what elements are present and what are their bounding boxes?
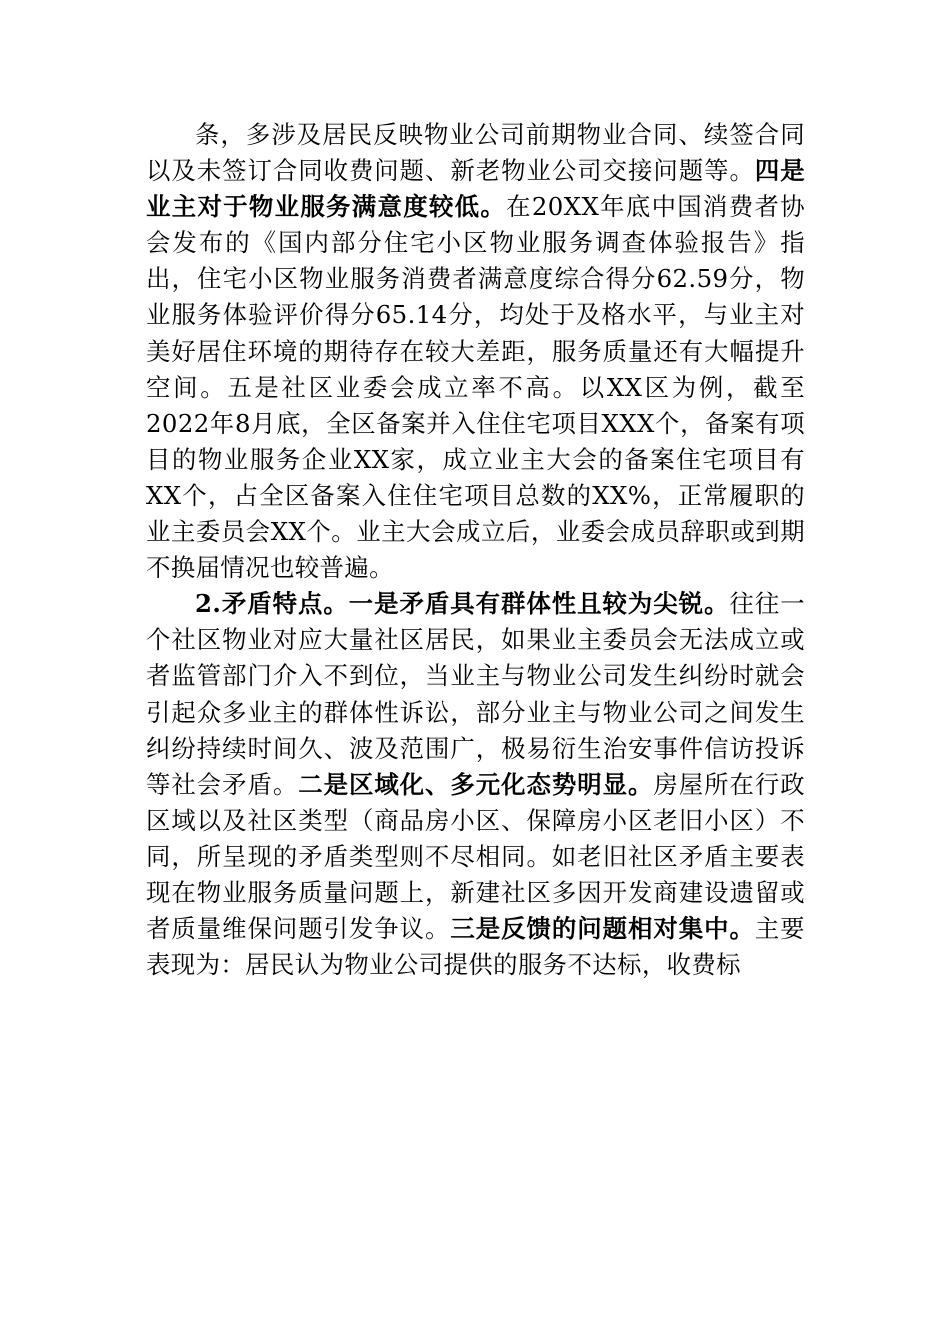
text-run: 往往一个社区物业对应大量社区居民，如果业主委员会无法成立或者监管部门介入不到位，当业主与物业公司发生纠纷时就会引起众多业主的群体性诉讼，部分业主与物业公司之间发生纠纷持续时间久、波及范围广，极易衍生治安事件信访投诉等社会矛盾。 xyxy=(146,589,806,799)
document-page xyxy=(146,117,805,983)
paragraph-conflict-features xyxy=(146,586,805,983)
heading-run: 三是反馈的问题相对集中。 xyxy=(450,914,755,944)
heading-run: 2.矛盾特点。一是矛盾具有群体性且较为尖锐。 xyxy=(195,589,730,619)
text-run: 主要表现为：居民认为物业公司提供的服务不达标，收费标 xyxy=(146,914,805,980)
heading-run: 二是区域化、多元化态势明显。 xyxy=(298,769,654,799)
heading-run: 四是业主对于物业服务满意度较低。 xyxy=(146,156,805,222)
text-run: 条，多涉及居民反映物业公司前期物业合同、续签合同以及未签订合同收费问题、新老物业公司交接问题等。 xyxy=(146,120,805,186)
text-run: 房屋所在行政区域以及社区类型（商品房小区、保障房小区老旧小区）不同，所呈现的矛盾类型则不尽相同。如老旧社区矛盾主要表现在物业服务质量问题上，新建社区多因开发商建设遗留或者质量维保问题引发争议。 xyxy=(146,769,806,944)
paragraph-property-issues xyxy=(146,117,805,586)
text-run: 在20XX年底中国消费者协会发布的《国内部分住宅小区物业服务调查体验报告》指出，住宅小区物业服务消费者满意度综合得分62.59分，物业服务体验评价得分65.14分，均处于及格水平，与业主对美好居住环境的期待存在较大差距，服务质量还有大幅提升空间。五是社区业委会成立率不高。以XX区为例，截至2022年8月底，全区备案并入住住宅项目XXX个，备案有项目的物业服务企业XX家，成立业主大会的备案住宅项目有XX个，占全区备案入住住宅项目总数的XX%，正常履职的业主委员会XX个。业主大会成立后，业委会成员辞职或到期不换届情况也较普遍。 xyxy=(146,192,805,583)
